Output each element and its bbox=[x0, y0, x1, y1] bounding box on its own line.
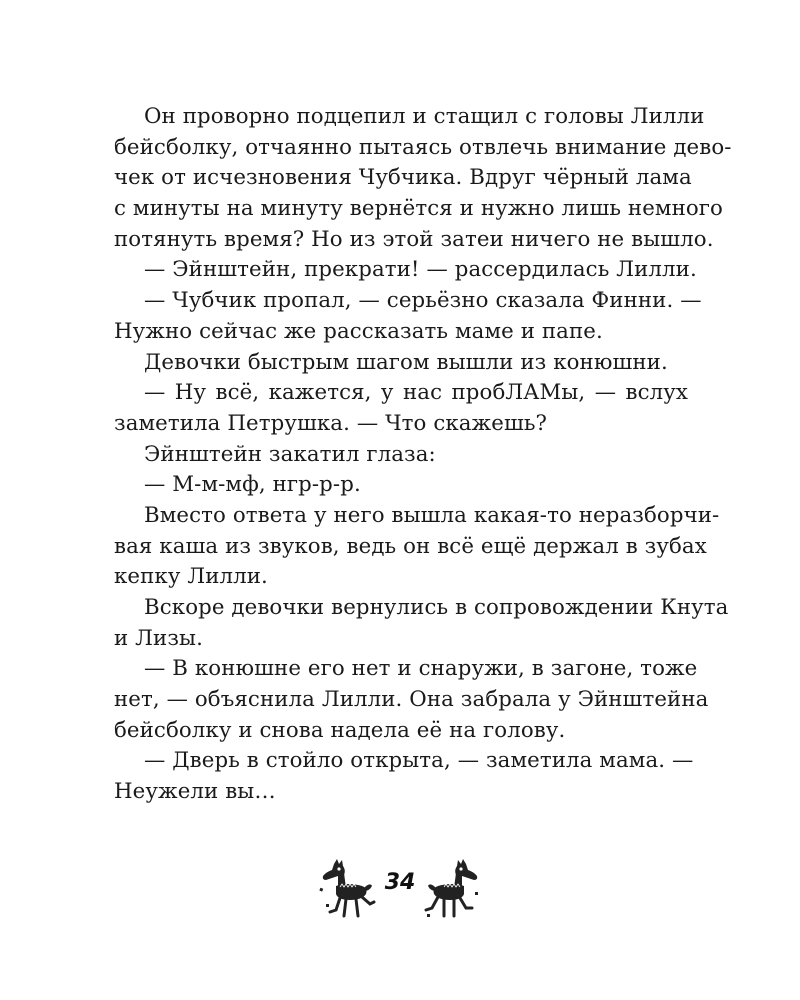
text-line: Девочки быстрым шагом вышли из конюшни. bbox=[144, 349, 668, 375]
text-line: Вскоре девочки вернулись в сопровождении Кнута bbox=[144, 595, 729, 620]
llama-icon bbox=[318, 858, 376, 920]
text-line: потянуть время? Но из этой затеи ничего не вышло. bbox=[114, 226, 714, 252]
text-line: — В конюшне его нет и снаружи, в загоне, тоже bbox=[144, 656, 698, 682]
text-line: — Ну всё, кажется, у нас пробЛАМы, — вслух bbox=[144, 380, 688, 406]
text-line: Он проворно подцепил и стащил с головы Лилли bbox=[144, 104, 705, 129]
text-line: Нужно сейчас же рассказать маме и папе. bbox=[114, 318, 603, 344]
text-line: вая каша из звуков, ведь он всё ещё держал в зубах bbox=[114, 533, 707, 559]
text-line: Вместо ответа у него вышла какая-то неразборчи- bbox=[144, 502, 720, 528]
text-line: Неужели вы… bbox=[114, 779, 276, 805]
text-line: — М-м-мф, нгр-р-р. bbox=[144, 472, 361, 498]
page-body bbox=[114, 102, 732, 808]
text-line: — Дверь в стойло открыта, — заметила мама. — bbox=[144, 748, 694, 774]
page-footer bbox=[318, 858, 482, 922]
text-line: — Эйнштейн, прекрати! — рассердилась Лилли. bbox=[144, 257, 697, 283]
text-line: бейсболку, отчаянно пытаясь отвлечь внимание дево- bbox=[114, 134, 732, 160]
llama-icon bbox=[424, 858, 482, 920]
text-line: заметила Петрушка. — Что скажешь? bbox=[114, 410, 548, 436]
text-line: с минуты на минуту вернётся и нужно лишь немного bbox=[114, 196, 723, 222]
text-line: кепку Лилли. bbox=[114, 564, 268, 590]
page-number: 34 bbox=[384, 870, 416, 895]
text-line: и Лизы. bbox=[114, 625, 203, 651]
text-line: — Чубчик пропал, — серьёзно сказала Финни. — bbox=[144, 288, 702, 314]
text-line: нет, — объяснила Лилли. Она забрала у Эйнштейна bbox=[114, 687, 709, 713]
text-line: чек от исчезновения Чубчика. Вдруг чёрный лама bbox=[114, 165, 692, 191]
text-line: Эйнштейн закатил глаза: bbox=[144, 441, 436, 467]
text-line: бейсболку и снова надела её на голову. bbox=[114, 717, 566, 743]
